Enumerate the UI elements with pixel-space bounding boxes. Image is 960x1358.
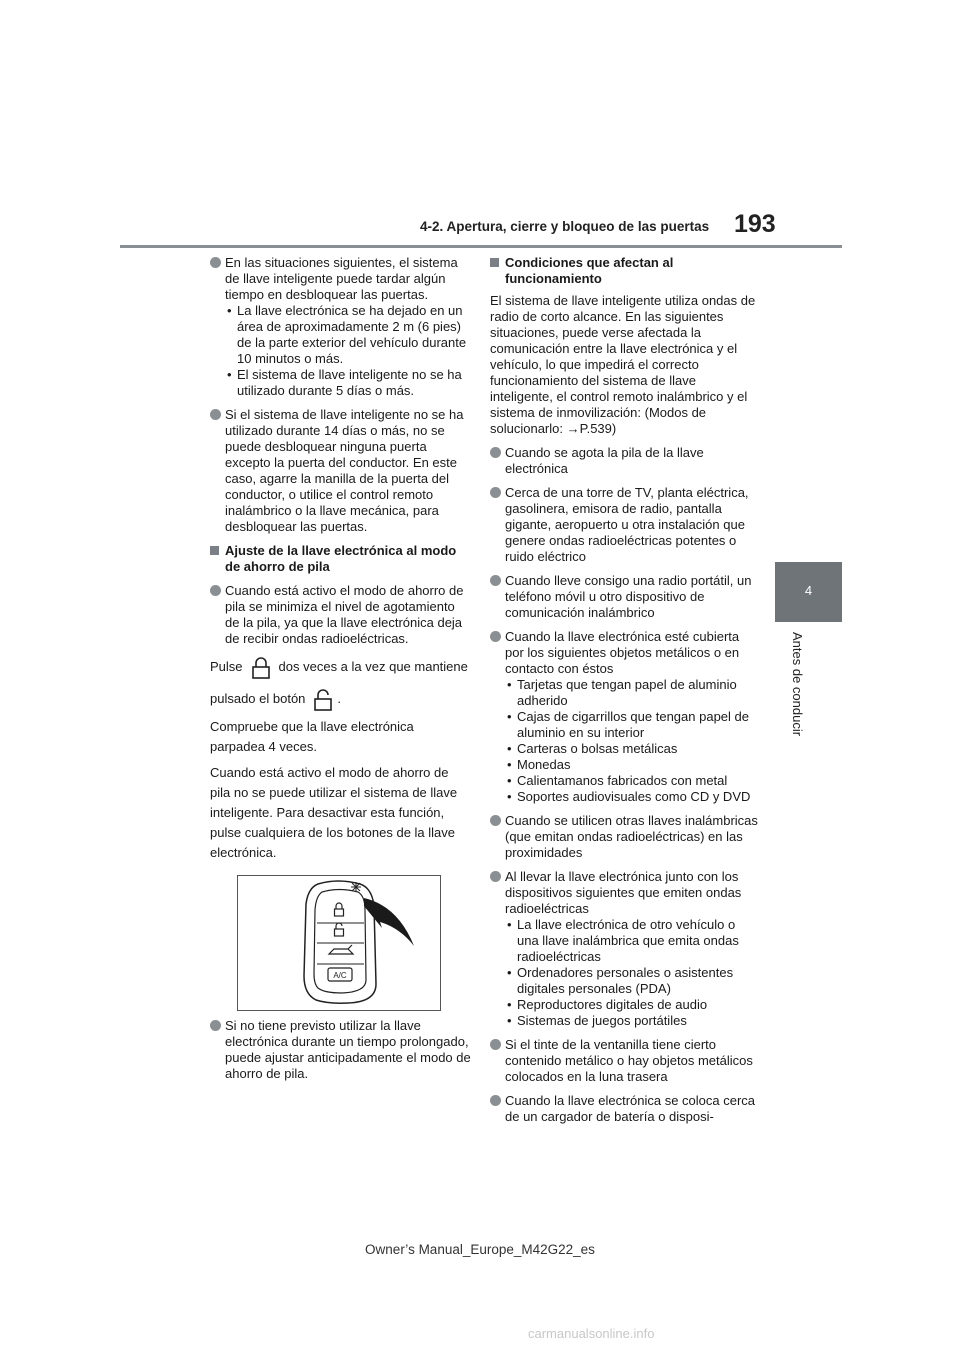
bullet-item	[490, 1093, 760, 1125]
heading-text: Ajuste de la llave electrónica al modo de ahorro de pila	[225, 543, 457, 574]
sub-item: • Carteras o bolsas metálicas	[505, 741, 760, 757]
chapter-title-vertical	[790, 632, 810, 742]
footer-manual-id: Owner’s Manual_Europe_M42G22_es	[365, 1242, 595, 1257]
bullet-item	[490, 1037, 760, 1085]
sub-item: • La llave electrónica de otro vehículo o una llave inalámbrica que emita ondas radioeléctricas	[505, 917, 760, 965]
hold-instruction: pulsado el botón .	[210, 687, 472, 711]
bullet-item	[490, 629, 760, 805]
bullet-text: Cerca de una torre de TV, planta eléctrica, gasolinera, emisora de radio, pantalla gigante, aeropuerto u otra instalación que genere ondas radioeléctricas potentes o ruido eléctrico	[505, 485, 749, 564]
bullet-icon	[490, 1039, 501, 1050]
bullet-icon	[490, 871, 501, 882]
left-column-bottom	[210, 1018, 472, 1082]
sub-item: • Ordenadores personales o asistentes digitales personales (PDA)	[505, 965, 760, 997]
bullet-icon	[210, 409, 221, 420]
bullet-text: Al llevar la llave electrónica junto con los dispositivos siguientes que emiten ondas radioeléctricas	[505, 869, 742, 916]
sub-item: • La llave electrónica se ha dejado en un área de aproximadamente 2 m (6 pies) de la parte exterior del vehículo durante 10 minutos o más.	[225, 303, 472, 367]
bullet-item	[490, 869, 760, 1029]
sub-item: • El sistema de llave inteligente no se ha utilizado durante 5 días o más.	[225, 367, 472, 399]
bullet-item	[210, 583, 472, 647]
left-column	[210, 255, 472, 863]
ac-button-label: A/C	[333, 971, 347, 980]
lock-icon	[251, 657, 271, 679]
sub-item: • Reproductores digitales de audio	[505, 997, 760, 1013]
bullet-text: Si el tinte de la ventanilla tiene cierto contenido metálico o hay objetos metálicos colocados en la luna trasera	[505, 1037, 753, 1084]
square-marker-icon	[490, 258, 499, 267]
bullet-icon	[490, 447, 501, 458]
bullet-item	[490, 813, 760, 861]
page-number: 193	[734, 210, 776, 238]
chapter-title: Antes de conducir	[790, 632, 805, 737]
bullet-text: Cuando lleve consigo una radio portátil, un teléfono móvil u otro dispositivo de comunicación inalámbrico	[505, 573, 752, 620]
chapter-number: 4	[804, 583, 813, 598]
bullet-text: Cuando la llave electrónica se coloca cerca de un cargador de batería o disposi-	[505, 1093, 756, 1124]
watermark: carmanualsonline.info	[528, 1326, 655, 1341]
section-heading	[210, 543, 472, 575]
bullet-item	[490, 445, 760, 477]
bullet-text: En las situaciones siguientes, el sistema de llave inteligente puede tardar algún tiempo en desbloquear las puertas.	[225, 255, 458, 302]
right-column	[490, 255, 760, 1125]
heading-text: Condiciones que afectan al funcionamiento	[505, 255, 674, 286]
bullet-text: Cuando está activo el modo de ahorro de pila se minimiza el nivel de agotamiento de la pila, ya que la llave electrónica deja de recibir ondas radioeléctricas.	[225, 583, 464, 646]
sub-item: • Sistemas de juegos portátiles	[505, 1013, 760, 1029]
bullet-icon	[490, 815, 501, 826]
press-instruction: Pulse dos veces a la vez que mantiene	[210, 655, 472, 679]
sub-item: • Monedas	[505, 757, 760, 773]
bullet-item	[210, 1018, 472, 1082]
section-heading	[490, 255, 760, 287]
bullet-item	[490, 485, 760, 565]
bullet-text: Cuando la llave electrónica esté cubierta por los siguientes objetos metálicos o en contacto con éstos	[505, 629, 740, 676]
unlock-icon	[313, 689, 333, 711]
key-fob-icon	[238, 876, 440, 1010]
bullet-icon	[490, 1095, 501, 1106]
bullet-text: Si el sistema de llave inteligente no se ha utilizado durante 14 días o más, no se puede desbloquear ninguna puerta excepto la puerta del conductor. En este caso, agarre la manilla de la puerta del conductor, o utilice el control remoto inalámbrico o la llave mecánica, para desbloquear las puertas.	[225, 407, 464, 534]
bullet-icon	[210, 1020, 221, 1031]
key-fob-illustration	[237, 875, 441, 1011]
bullet-item	[210, 407, 472, 535]
paragraph: Compruebe que la llave electrónica parpadea 4 veces.	[210, 719, 414, 754]
bullet-icon	[210, 257, 221, 268]
bullet-text: Cuando se agota la pila de la llave electrónica	[505, 445, 704, 476]
square-marker-icon	[210, 546, 219, 555]
paragraph: El sistema de llave inteligente utiliza ondas de radio de corto alcance. En las siguientes situaciones, puede verse afectada la comunicación entre la llave electrónica y el vehículo, lo que impedirá el correcto funcionamiento del sistema de llave inteligente, el control remoto inalámbrico y el sistema de inmovilización: (Modos de solucionarlo: →P.539)	[490, 293, 756, 436]
bullet-item	[210, 255, 472, 399]
bullet-text: Si no tiene previsto utilizar la llave electrónica durante un tiempo prolongado, puede ajustar anticipadamente el modo de ahorro de pila.	[225, 1018, 471, 1081]
sub-item: • Calientamanos fabricados con metal	[505, 773, 760, 789]
sub-item: • Soportes audiovisuales como CD y DVD	[505, 789, 760, 805]
sub-item: • Tarjetas que tengan papel de aluminio adherido	[505, 677, 760, 709]
bullet-item	[490, 573, 760, 621]
paragraph: Cuando está activo el modo de ahorro de pila no se puede utilizar el sistema de llave inteligente. Para desactivar esta función, pulse cualquiera de los botones de la llave electrónica.	[210, 765, 458, 860]
bullet-icon	[490, 631, 501, 642]
press-burst-icon	[351, 882, 361, 892]
bullet-icon	[490, 575, 501, 586]
bullet-icon	[490, 487, 501, 498]
sub-item: • Cajas de cigarrillos que tengan papel de aluminio en su interior	[505, 709, 760, 741]
bullet-text: Cuando se utilicen otras llaves inalámbricas (que emitan ondas radioeléctricas) en las proximidades	[505, 813, 758, 860]
section-title: 4-2. Apertura, cierre y bloqueo de las puertas	[420, 219, 710, 234]
header-rule	[120, 245, 842, 248]
bullet-icon	[210, 585, 221, 596]
